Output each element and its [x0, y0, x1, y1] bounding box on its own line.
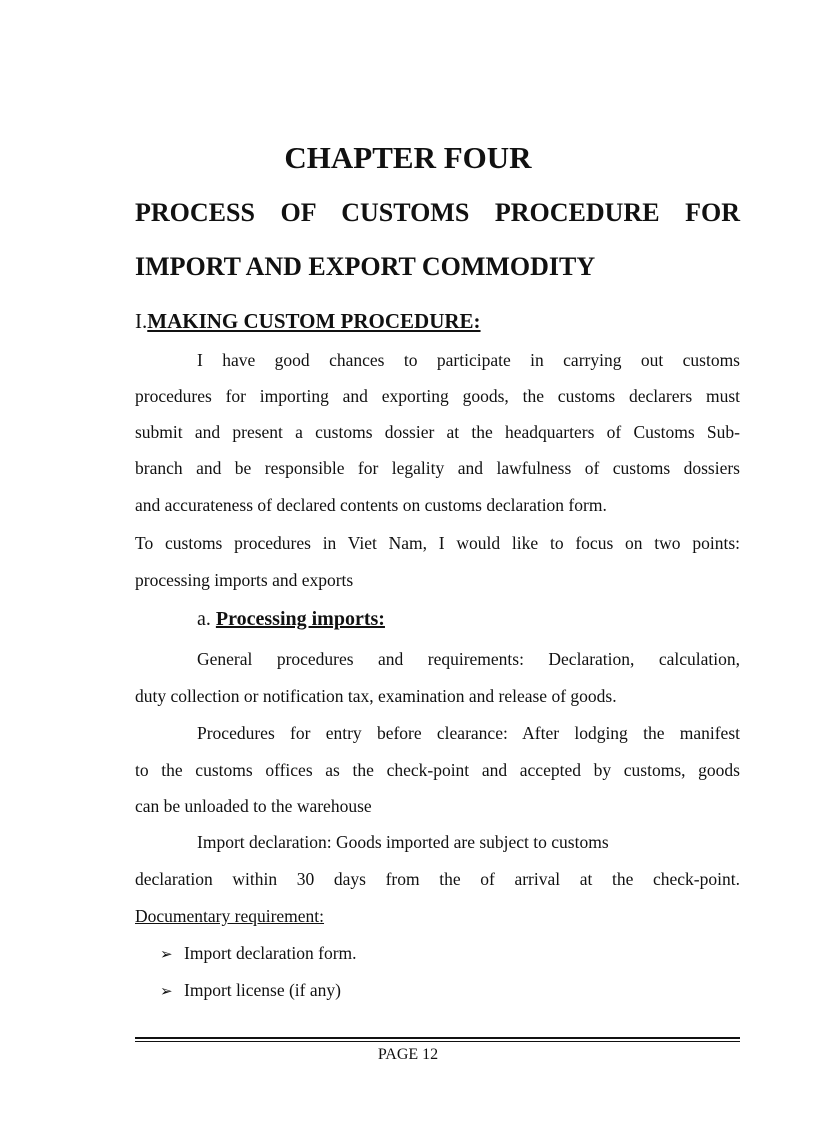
list-item-text: Import license (if any) [184, 980, 341, 1000]
title-line-1: PROCESS OF CUSTOMS PROCEDURE FOR [135, 198, 740, 227]
intro-line: and accurateness of declared contents on customs declaration form. [135, 495, 607, 515]
general-line: General procedures and requirements: Declaration, calculation, [197, 649, 740, 669]
subsection-letter: a. [197, 608, 211, 630]
section-label: MAKING CUSTOM PROCEDURE: [147, 309, 481, 333]
subsection-label: Processing imports: [215, 608, 385, 630]
section-heading [135, 309, 481, 334]
arrow-bullet-icon: ➢ [160, 945, 173, 963]
entry-line: to the customs offices as the check-point and accepted by customs, goods [135, 760, 740, 780]
intro-line: I have good chances to participate in carrying out customs [197, 350, 740, 370]
intro-line: branch and be responsible for legality and lawfulness of customs dossiers [135, 458, 740, 478]
page-number: PAGE 12 [377, 1046, 439, 1063]
footer-rule-thin [135, 1041, 740, 1042]
footer-rule [135, 1037, 740, 1039]
entry-line: Procedures for entry before clearance: After lodging the manifest [197, 723, 740, 743]
title-line-2: IMPORT AND EXPORT COMMODITY [135, 252, 596, 281]
list-item [160, 980, 341, 1001]
chapter-heading: CHAPTER FOUR [284, 140, 532, 175]
list-item-text: Import declaration form. [184, 943, 357, 963]
list-item [160, 943, 357, 964]
declaration-line: Import declaration: Goods imported are subject to customs [197, 832, 609, 852]
entry-line: can be unloaded to the warehouse [135, 796, 372, 816]
section-number: I. [135, 309, 148, 333]
subsection-heading [197, 608, 385, 631]
general-line: duty collection or notification tax, examination and release of goods. [135, 686, 617, 706]
documentary-requirement-heading: Documentary requirement: [135, 906, 325, 926]
declaration-line: declaration within 30 days from the of arrival at the check-point. [135, 869, 740, 889]
focus-line: processing imports and exports [135, 570, 354, 590]
focus-line: To customs procedures in Viet Nam, I would like to focus on two points: [135, 533, 740, 553]
intro-line: submit and present a customs dossier at the headquarters of Customs Sub- [135, 422, 740, 442]
intro-line: procedures for importing and exporting goods, the customs declarers must [135, 386, 740, 406]
arrow-bullet-icon: ➢ [160, 982, 173, 1000]
